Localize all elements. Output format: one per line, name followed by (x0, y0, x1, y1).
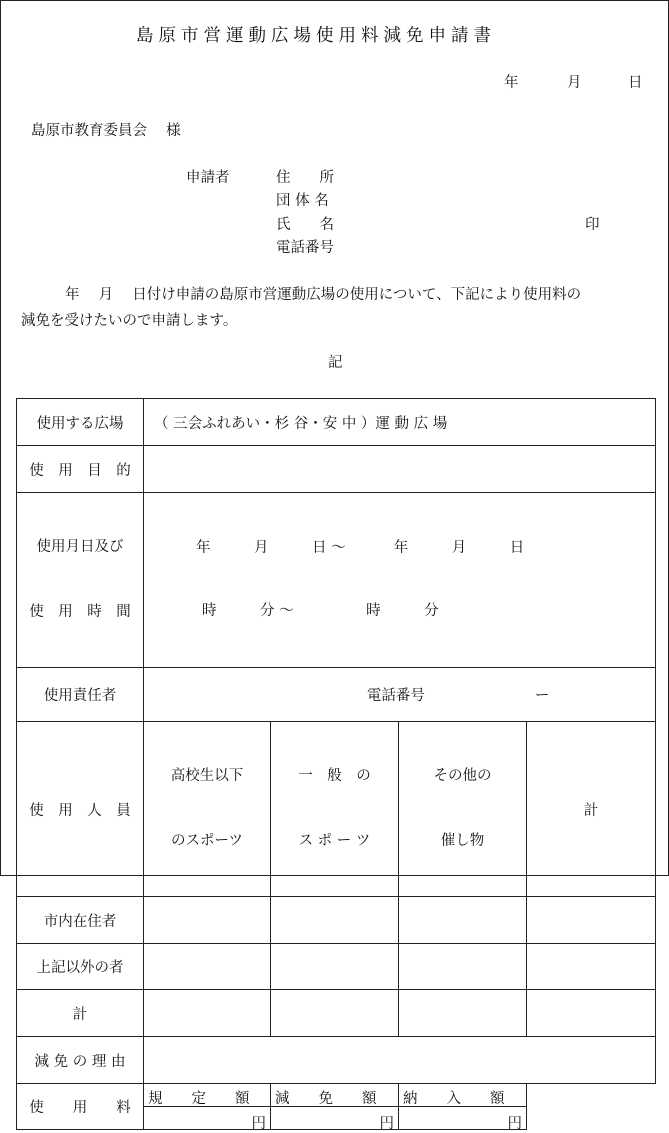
fee-row (17, 1084, 656, 1130)
facility-row (17, 399, 656, 446)
reason-field[interactable] (144, 1037, 656, 1084)
users-col-other-events (399, 722, 527, 897)
ki-heading: 記 (328, 355, 343, 371)
fee-payment-cell[interactable] (399, 1084, 527, 1130)
resident-total-cell[interactable] (527, 897, 656, 944)
resident-label: 市内在住者 (17, 897, 144, 944)
nonresident-total-cell[interactable] (527, 944, 656, 990)
responsible-field[interactable] (144, 668, 656, 722)
users-col-other-line1: その他の (433, 767, 492, 784)
total-other-cell[interactable] (399, 990, 527, 1037)
applicant-name-label: 氏 名 (276, 217, 334, 233)
fee-reduced-cell[interactable] (271, 1084, 399, 1130)
reason-label: 減 免 の 理 由 (17, 1037, 144, 1084)
datetime-row (17, 493, 656, 668)
addressee: 島原市教育委員会 様 (31, 123, 181, 139)
total-total-cell[interactable] (527, 990, 656, 1037)
nonresident-row (17, 944, 656, 990)
applicant-label: 申請者 (186, 170, 230, 186)
total-row (17, 990, 656, 1037)
datetime-label-line2: 使 用 時 間 (29, 603, 131, 620)
date-month-label: 月 (567, 75, 582, 91)
datetime-date-line: 年 月 日 ～ 年 月 日 (196, 539, 525, 556)
users-col-general-line1: 一 般 の (298, 767, 371, 784)
users-col-youth-line1: 高校生以下 (170, 767, 244, 784)
fee-standard-label: 規 定 額 (148, 1091, 250, 1107)
fee-standard-cell[interactable] (144, 1084, 271, 1130)
fee-standard-yen: 円 (251, 1116, 266, 1132)
page-title: 島原市営運動広場使用料減免申請書 (136, 26, 496, 46)
seal-mark: 印 (585, 217, 600, 233)
nonresident-other-cell[interactable] (399, 944, 527, 990)
nonresident-label: 上記以外の者 (17, 944, 144, 990)
datetime-label-line1: 使用月日及び (36, 538, 124, 555)
nonresident-youth-cell[interactable] (144, 944, 271, 990)
fee-blank-cell (527, 1084, 656, 1130)
application-table (16, 398, 656, 1130)
total-label: 計 (17, 990, 144, 1037)
responsible-phone-label: 電話番号 (366, 688, 425, 704)
reason-row (17, 1037, 656, 1084)
total-general-cell[interactable] (271, 990, 399, 1037)
fee-reduced-label: 減 免 額 (275, 1091, 377, 1107)
fee-reduced-yen: 円 (379, 1116, 394, 1132)
total-youth-cell[interactable] (144, 990, 271, 1037)
users-col-youth-line2: のスポーツ (171, 832, 243, 849)
users-col-total: 計 (527, 722, 656, 897)
datetime-field[interactable] (144, 493, 656, 668)
users-header-row (17, 722, 656, 897)
fee-payment-yen: 円 (507, 1116, 522, 1132)
users-col-general-line2: ス ポ ー ツ (298, 832, 371, 849)
applicant-phone-label: 電話番号 (276, 240, 334, 256)
responsible-label: 使用責任者 (17, 668, 144, 722)
purpose-field[interactable] (144, 446, 656, 493)
datetime-label (17, 493, 144, 668)
facility-value[interactable]: （ 三会ふれあい・杉 谷・安 中 ）運 動 広 場 (144, 399, 656, 446)
resident-general-cell[interactable] (271, 897, 399, 944)
resident-other-cell[interactable] (399, 897, 527, 944)
users-col-other-line2: 催し物 (440, 832, 485, 849)
datetime-time-line: 時 分 ～ 時 分 (202, 603, 439, 620)
purpose-row (17, 446, 656, 493)
users-col-youth (144, 722, 271, 897)
purpose-label: 使 用 目 的 (17, 446, 144, 493)
fee-payment-label: 納 入 額 (403, 1091, 505, 1107)
resident-youth-cell[interactable] (144, 897, 271, 944)
facility-label: 使用する広場 (17, 399, 144, 446)
applicant-group-label: 団 体 名 (276, 193, 329, 209)
users-label: 使 用 人 員 (17, 722, 144, 897)
body-text-line2: 減免を受けたいので申請します。 (21, 313, 238, 329)
body-text-line1: 年 月 日付け申請の島原市営運動広場の使用について、下記により使用料の (65, 287, 582, 303)
responsible-row (17, 668, 656, 722)
users-col-general (271, 722, 399, 897)
responsible-phone-dash: ー (534, 688, 550, 704)
date-day-label: 日 (628, 75, 643, 91)
fee-label: 使 用 料 (17, 1084, 144, 1130)
nonresident-general-cell[interactable] (271, 944, 399, 990)
applicant-address-label: 住 所 (276, 170, 334, 186)
date-year-label: 年 (504, 75, 519, 91)
resident-row (17, 897, 656, 944)
